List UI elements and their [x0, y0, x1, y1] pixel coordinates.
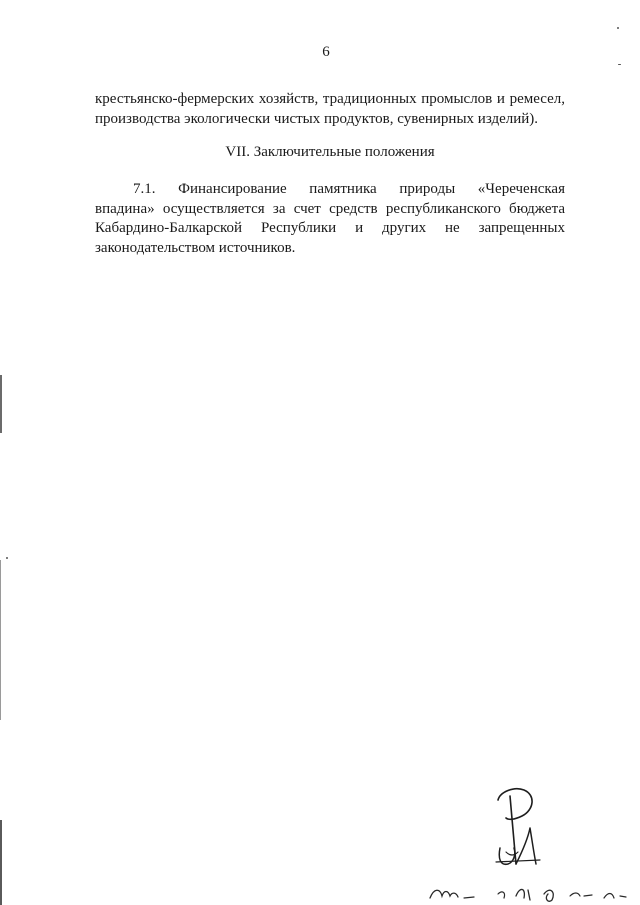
clause-line: впадина» осуществляется за счет средств республиканского бюджета	[95, 200, 565, 217]
handwritten-annotation-icon	[420, 878, 640, 905]
clause-7-1-paragraph	[95, 180, 565, 258]
clause-line: Кабардино-Балкарской Республики и других не запрещенных	[95, 220, 565, 236]
page-number: 6	[322, 44, 330, 60]
section-heading: VII. Заключительные положения	[225, 144, 435, 160]
scan-margin-mark	[0, 560, 1, 720]
scan-speck	[617, 27, 619, 29]
clause-line: законодательством источников.	[95, 239, 296, 256]
scan-margin-mark	[0, 375, 2, 433]
clause-line: 7.1. Финансирование памятника природы «Череченская	[133, 181, 565, 197]
handwritten-signature-icon	[470, 778, 570, 878]
scan-speck	[6, 557, 8, 559]
scan-margin-mark	[0, 820, 2, 905]
continuation-paragraph: крестьянско-фермерских хозяйств, традиционных промыслов и ремесел, производства экологически чистых продуктов, сувенирных изделий).	[95, 91, 565, 127]
scan-speck	[618, 64, 621, 65]
